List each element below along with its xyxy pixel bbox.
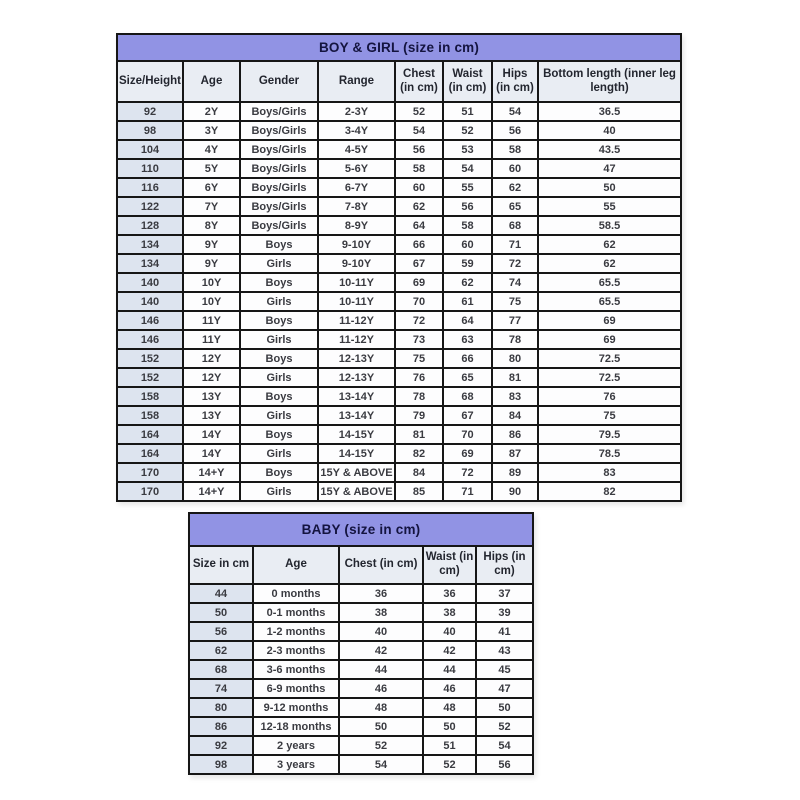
table-row — [117, 349, 681, 368]
table-row — [189, 603, 533, 622]
table-cell: 61 — [443, 292, 492, 311]
table-cell: 50 — [423, 717, 476, 736]
table-cell: 60 — [492, 159, 538, 178]
table-cell: 12-13Y — [318, 368, 395, 387]
table-cell: 55 — [538, 197, 681, 216]
size-cell: 146 — [117, 330, 183, 349]
table-cell: 12Y — [183, 368, 240, 387]
size-cell: 98 — [189, 755, 253, 774]
table-cell: 11Y — [183, 330, 240, 349]
table-cell: 83 — [538, 463, 681, 482]
table-cell: Boys/Girls — [240, 102, 318, 121]
boy-girl-size-table — [116, 33, 682, 502]
column-header: Bottom length (inner leg length) — [538, 61, 681, 102]
table-row — [189, 736, 533, 755]
table-cell: 3Y — [183, 121, 240, 140]
table-cell: 15Y & ABOVE — [318, 482, 395, 501]
table-row — [189, 660, 533, 679]
boy-girl-table-title: BOY & GIRL (size in cm) — [117, 34, 681, 61]
table-cell: 69 — [538, 311, 681, 330]
table-cell: 79.5 — [538, 425, 681, 444]
table-cell: 90 — [492, 482, 538, 501]
size-cell: 44 — [189, 584, 253, 603]
table-cell: Girls — [240, 444, 318, 463]
table-cell: 42 — [339, 641, 423, 660]
table-cell: 11-12Y — [318, 311, 395, 330]
table-cell: 68 — [443, 387, 492, 406]
table-cell: 81 — [395, 425, 443, 444]
size-cell: 122 — [117, 197, 183, 216]
table-cell: 6-9 months — [253, 679, 339, 698]
table-cell: Boys/Girls — [240, 197, 318, 216]
size-cell: 80 — [189, 698, 253, 717]
table-cell: 7Y — [183, 197, 240, 216]
table-cell: 50 — [476, 698, 533, 717]
table-cell: 69 — [395, 273, 443, 292]
table-cell: 81 — [492, 368, 538, 387]
column-header: Gender — [240, 61, 318, 102]
table-cell: 71 — [492, 235, 538, 254]
table-cell: 13Y — [183, 406, 240, 425]
boy-girl-table-body — [117, 102, 681, 501]
table-cell: 52 — [423, 755, 476, 774]
column-header: Range — [318, 61, 395, 102]
size-cell: 152 — [117, 349, 183, 368]
table-cell: 14Y — [183, 425, 240, 444]
table-cell: 62 — [492, 178, 538, 197]
column-header: Size/Height — [117, 61, 183, 102]
table-row — [117, 197, 681, 216]
table-cell: 42 — [423, 641, 476, 660]
table-cell: 52 — [339, 736, 423, 755]
table-cell: 5Y — [183, 159, 240, 178]
table-cell: 55 — [443, 178, 492, 197]
table-cell: 56 — [492, 121, 538, 140]
table-row — [117, 368, 681, 387]
table-cell: 72 — [395, 311, 443, 330]
table-cell: 5-6Y — [318, 159, 395, 178]
table-cell: 10Y — [183, 292, 240, 311]
table-cell: Boys — [240, 463, 318, 482]
table-cell: Girls — [240, 254, 318, 273]
table-cell: 50 — [339, 717, 423, 736]
table-row — [117, 216, 681, 235]
table-row — [117, 254, 681, 273]
table-row — [117, 235, 681, 254]
table-cell: 75 — [492, 292, 538, 311]
table-cell: 54 — [395, 121, 443, 140]
table-cell: 87 — [492, 444, 538, 463]
table-cell: 56 — [395, 140, 443, 159]
column-header: Age — [253, 546, 339, 584]
table-row — [117, 482, 681, 501]
table-cell: 74 — [492, 273, 538, 292]
table-cell: 68 — [492, 216, 538, 235]
table-cell: 58 — [443, 216, 492, 235]
table-row — [117, 387, 681, 406]
table-row — [117, 406, 681, 425]
table-cell: 78 — [395, 387, 443, 406]
table-row — [117, 178, 681, 197]
table-row — [117, 102, 681, 121]
table-cell: 13Y — [183, 387, 240, 406]
table-row — [189, 641, 533, 660]
table-row — [117, 444, 681, 463]
size-cell: 164 — [117, 444, 183, 463]
table-cell: 54 — [476, 736, 533, 755]
table-cell: 75 — [395, 349, 443, 368]
table-cell: 84 — [395, 463, 443, 482]
size-cell: 92 — [189, 736, 253, 755]
table-row — [117, 121, 681, 140]
table-cell: 85 — [395, 482, 443, 501]
table-cell: 67 — [395, 254, 443, 273]
table-cell: Boys/Girls — [240, 121, 318, 140]
table-cell: 62 — [395, 197, 443, 216]
table-cell: 9-10Y — [318, 254, 395, 273]
table-cell: 4-5Y — [318, 140, 395, 159]
table-row — [117, 425, 681, 444]
size-cell: 164 — [117, 425, 183, 444]
size-cell: 86 — [189, 717, 253, 736]
table-cell: 54 — [339, 755, 423, 774]
size-cell: 68 — [189, 660, 253, 679]
table-row — [189, 698, 533, 717]
table-cell: Boys/Girls — [240, 216, 318, 235]
table-cell: 66 — [443, 349, 492, 368]
table-cell: 70 — [395, 292, 443, 311]
table-cell: Boys — [240, 311, 318, 330]
table-cell: Boys — [240, 425, 318, 444]
table-cell: Girls — [240, 330, 318, 349]
table-cell: 9-12 months — [253, 698, 339, 717]
table-cell: 89 — [492, 463, 538, 482]
column-header: Waist (in cm) — [423, 546, 476, 584]
table-cell: 4Y — [183, 140, 240, 159]
table-cell: 12Y — [183, 349, 240, 368]
size-cell: 170 — [117, 463, 183, 482]
table-cell: 14+Y — [183, 463, 240, 482]
size-cell: 50 — [189, 603, 253, 622]
table-row — [117, 330, 681, 349]
table-row — [117, 140, 681, 159]
table-cell: 40 — [423, 622, 476, 641]
table-cell: 82 — [395, 444, 443, 463]
table-cell: 9Y — [183, 254, 240, 273]
table-cell: 14+Y — [183, 482, 240, 501]
size-cell: 152 — [117, 368, 183, 387]
column-header: Size in cm — [189, 546, 253, 584]
size-cell: 116 — [117, 178, 183, 197]
table-cell: Boys — [240, 235, 318, 254]
table-cell: 65 — [492, 197, 538, 216]
size-cell: 134 — [117, 235, 183, 254]
table-cell: 2-3Y — [318, 102, 395, 121]
table-row — [117, 273, 681, 292]
table-cell: 13-14Y — [318, 406, 395, 425]
table-cell: 69 — [538, 330, 681, 349]
table-cell: 62 — [538, 235, 681, 254]
size-cell: 140 — [117, 292, 183, 311]
size-cell: 140 — [117, 273, 183, 292]
table-cell: 75 — [538, 406, 681, 425]
table-cell: 58.5 — [538, 216, 681, 235]
table-row — [189, 717, 533, 736]
table-cell: 13-14Y — [318, 387, 395, 406]
table-cell: 15Y & ABOVE — [318, 463, 395, 482]
table-cell: 67 — [443, 406, 492, 425]
table-cell: Boys — [240, 387, 318, 406]
size-cell: 74 — [189, 679, 253, 698]
table-row — [117, 159, 681, 178]
table-row — [189, 622, 533, 641]
size-cell: 92 — [117, 102, 183, 121]
table-cell: 64 — [443, 311, 492, 330]
table-cell: 76 — [538, 387, 681, 406]
size-cell: 170 — [117, 482, 183, 501]
column-header: Age — [183, 61, 240, 102]
table-cell: Boys — [240, 349, 318, 368]
table-cell: 12-13Y — [318, 349, 395, 368]
table-cell: 48 — [423, 698, 476, 717]
table-row — [117, 311, 681, 330]
size-cell: 104 — [117, 140, 183, 159]
table-cell: 54 — [443, 159, 492, 178]
table-cell: 0 months — [253, 584, 339, 603]
table-row — [117, 292, 681, 311]
size-cell: 158 — [117, 406, 183, 425]
table-cell: 14Y — [183, 444, 240, 463]
size-cell: 146 — [117, 311, 183, 330]
column-header: Chest (in cm) — [395, 61, 443, 102]
table-row — [117, 463, 681, 482]
table-cell: 72 — [492, 254, 538, 273]
table-cell: 60 — [395, 178, 443, 197]
table-cell: 38 — [339, 603, 423, 622]
table-cell: 10Y — [183, 273, 240, 292]
title-row — [117, 34, 681, 61]
table-cell: 41 — [476, 622, 533, 641]
table-cell: 50 — [538, 178, 681, 197]
table-cell: 77 — [492, 311, 538, 330]
table-cell: 40 — [339, 622, 423, 641]
table-cell: 39 — [476, 603, 533, 622]
table-cell: 65 — [443, 368, 492, 387]
table-cell: 47 — [538, 159, 681, 178]
table-cell: 76 — [395, 368, 443, 387]
table-cell: 45 — [476, 660, 533, 679]
table-cell: 65.5 — [538, 292, 681, 311]
table-cell: 46 — [339, 679, 423, 698]
table-cell: 10-11Y — [318, 273, 395, 292]
table-cell: 6-7Y — [318, 178, 395, 197]
table-cell: 78 — [492, 330, 538, 349]
baby-table-body — [189, 584, 533, 774]
table-cell: 48 — [339, 698, 423, 717]
table-cell: 71 — [443, 482, 492, 501]
size-cell: 62 — [189, 641, 253, 660]
baby-size-table — [188, 512, 534, 775]
size-cell: 56 — [189, 622, 253, 641]
size-cell: 110 — [117, 159, 183, 178]
table-cell: 12-18 months — [253, 717, 339, 736]
table-row — [189, 755, 533, 774]
table-cell: 36 — [423, 584, 476, 603]
table-cell: 82 — [538, 482, 681, 501]
table-cell: 58 — [395, 159, 443, 178]
table-cell: 14-15Y — [318, 444, 395, 463]
table-cell: 44 — [423, 660, 476, 679]
table-cell: 70 — [443, 425, 492, 444]
table-cell: 65.5 — [538, 273, 681, 292]
table-cell: 51 — [443, 102, 492, 121]
table-cell: 2Y — [183, 102, 240, 121]
table-cell: 43.5 — [538, 140, 681, 159]
table-cell: 46 — [423, 679, 476, 698]
table-row — [189, 584, 533, 603]
column-header: Hips (in cm) — [492, 61, 538, 102]
table-cell: 72 — [443, 463, 492, 482]
table-cell: 7-8Y — [318, 197, 395, 216]
table-cell: 11-12Y — [318, 330, 395, 349]
table-cell: 44 — [339, 660, 423, 679]
table-cell: 52 — [476, 717, 533, 736]
table-cell: 36 — [339, 584, 423, 603]
table-cell: 52 — [443, 121, 492, 140]
table-row — [189, 679, 533, 698]
table-cell: 43 — [476, 641, 533, 660]
table-cell: 84 — [492, 406, 538, 425]
table-cell: 0-1 months — [253, 603, 339, 622]
table-cell: 10-11Y — [318, 292, 395, 311]
table-cell: 72.5 — [538, 349, 681, 368]
table-cell: Boys/Girls — [240, 140, 318, 159]
table-cell: 51 — [423, 736, 476, 755]
table-cell: Girls — [240, 482, 318, 501]
table-cell: 3 years — [253, 755, 339, 774]
table-cell: Girls — [240, 292, 318, 311]
table-cell: 38 — [423, 603, 476, 622]
title-row — [189, 513, 533, 546]
table-cell: 53 — [443, 140, 492, 159]
table-cell: 52 — [395, 102, 443, 121]
table-cell: 72.5 — [538, 368, 681, 387]
size-cell: 98 — [117, 121, 183, 140]
table-cell: 2 years — [253, 736, 339, 755]
table-cell: 64 — [395, 216, 443, 235]
table-cell: 40 — [538, 121, 681, 140]
table-cell: 56 — [476, 755, 533, 774]
table-cell: Girls — [240, 406, 318, 425]
boy-girl-column-header-row — [117, 61, 681, 102]
table-cell: 36.5 — [538, 102, 681, 121]
table-cell: 2-3 months — [253, 641, 339, 660]
column-header: Waist (in cm) — [443, 61, 492, 102]
table-cell: 59 — [443, 254, 492, 273]
table-cell: 80 — [492, 349, 538, 368]
table-cell: 9-10Y — [318, 235, 395, 254]
table-cell: 73 — [395, 330, 443, 349]
table-cell: 1-2 months — [253, 622, 339, 641]
table-cell: 56 — [443, 197, 492, 216]
table-cell: 62 — [443, 273, 492, 292]
table-cell: 3-6 months — [253, 660, 339, 679]
table-cell: 58 — [492, 140, 538, 159]
table-cell: 11Y — [183, 311, 240, 330]
table-cell: 62 — [538, 254, 681, 273]
table-cell: 54 — [492, 102, 538, 121]
table-cell: 63 — [443, 330, 492, 349]
table-cell: Boys/Girls — [240, 178, 318, 197]
table-cell: 69 — [443, 444, 492, 463]
size-cell: 128 — [117, 216, 183, 235]
size-cell: 158 — [117, 387, 183, 406]
table-cell: 37 — [476, 584, 533, 603]
table-cell: 86 — [492, 425, 538, 444]
table-cell: 8Y — [183, 216, 240, 235]
column-header: Hips (in cm) — [476, 546, 533, 584]
table-cell: 78.5 — [538, 444, 681, 463]
table-cell: Boys/Girls — [240, 159, 318, 178]
table-cell: 47 — [476, 679, 533, 698]
table-cell: 83 — [492, 387, 538, 406]
table-cell: 14-15Y — [318, 425, 395, 444]
size-cell: 134 — [117, 254, 183, 273]
column-header: Chest (in cm) — [339, 546, 423, 584]
table-cell: 60 — [443, 235, 492, 254]
table-cell: Boys — [240, 273, 318, 292]
table-cell: Girls — [240, 368, 318, 387]
table-cell: 9Y — [183, 235, 240, 254]
table-cell: 66 — [395, 235, 443, 254]
table-cell: 6Y — [183, 178, 240, 197]
baby-column-header-row — [189, 546, 533, 584]
baby-table-title: BABY (size in cm) — [189, 513, 533, 546]
table-cell: 79 — [395, 406, 443, 425]
table-cell: 8-9Y — [318, 216, 395, 235]
table-cell: 3-4Y — [318, 121, 395, 140]
